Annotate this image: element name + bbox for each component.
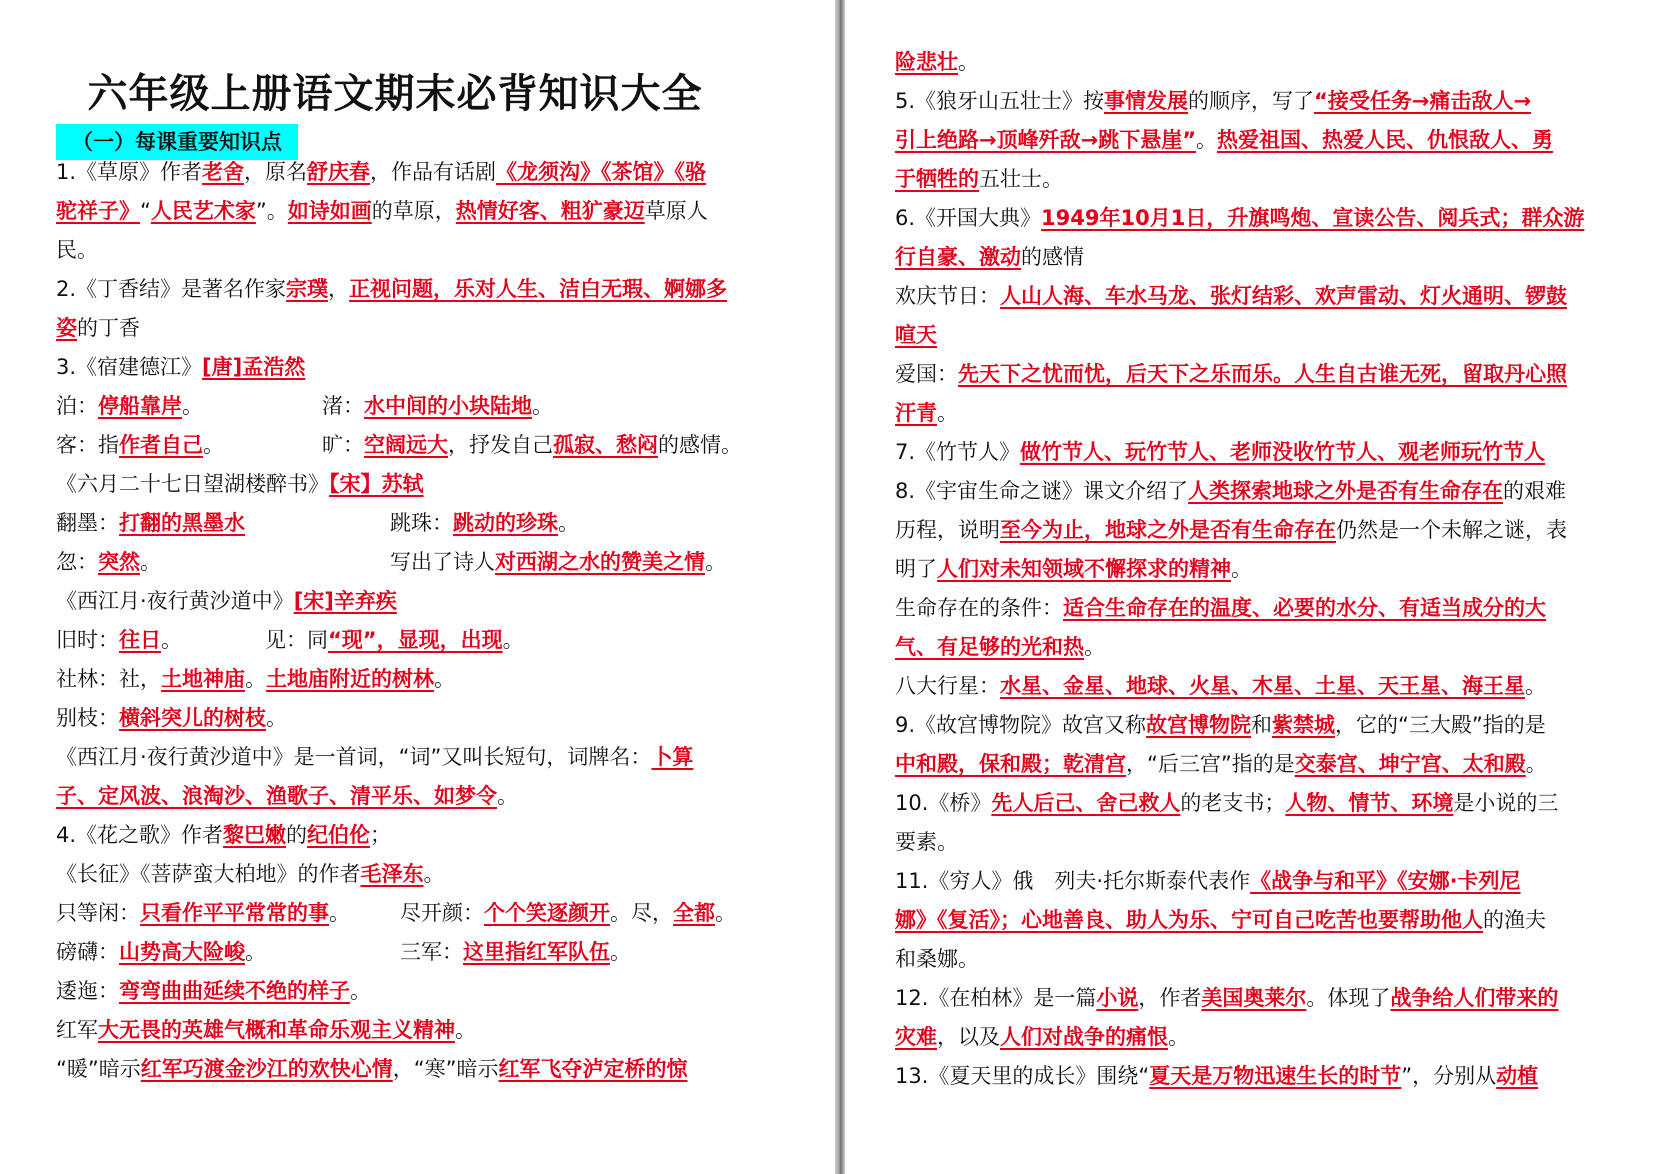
highlighted-answer: 人类探索地球之外是否有生命存在 <box>1188 479 1504 503</box>
body-text: 。体现了 <box>1306 986 1391 1010</box>
highlighted-answer: [唐]孟浩然 <box>202 355 306 379</box>
body-text: ，原名 <box>244 160 308 184</box>
highlighted-answer: 人民艺术家 <box>150 199 256 223</box>
body-text: 1.《草原》作者 <box>56 160 203 184</box>
body-text: 。 <box>140 550 161 574</box>
text-line <box>895 242 1084 272</box>
text-line <box>400 937 631 967</box>
body-text: 泊： <box>56 394 98 418</box>
text-line <box>895 437 1545 467</box>
highlighted-answer: 空阔远大 <box>364 433 448 457</box>
highlighted-answer: 宗璞 <box>286 277 329 301</box>
body-text: ， <box>328 277 350 301</box>
body-text: 渚： <box>322 394 364 418</box>
body-text: ，以及 <box>937 1025 1000 1049</box>
body-text: 历程，说明 <box>895 518 1000 542</box>
body-text: 民。 <box>56 238 98 262</box>
text-line <box>895 554 1252 584</box>
body-text: 见：同 <box>265 628 328 652</box>
highlighted-answer: 只看作平平常常的事 <box>140 901 329 925</box>
highlighted-answer: 正视问题，乐对人生、洁白无瑕、婀娜多 <box>349 277 728 301</box>
body-text: 。 <box>532 394 553 418</box>
highlighted-answer: 事情发展 <box>1104 89 1189 113</box>
body-text: 。 <box>329 901 350 925</box>
highlighted-answer: “接受任务→痛击敌人→ <box>1314 89 1532 113</box>
highlighted-answer: 娜》《复活》；心地善良、助人为乐、宁可自己吃苦也要帮助他人 <box>895 908 1483 932</box>
body-text: ，作者 <box>1138 986 1202 1010</box>
body-text: 。 <box>203 433 224 457</box>
body-text: 《长征》《菩萨蛮大柏地》的作者 <box>56 862 361 886</box>
highlighted-answer: 弯弯曲曲延续不绝的样子 <box>119 979 350 1003</box>
highlighted-answer: 美国奥莱尔 <box>1201 986 1307 1010</box>
text-line <box>895 47 979 77</box>
highlighted-answer: 小说 <box>1096 986 1139 1010</box>
body-text: 。 <box>715 901 736 925</box>
highlighted-answer: 姿 <box>56 316 77 340</box>
text-line <box>56 625 182 655</box>
body-text: “ <box>140 199 151 223</box>
document-page-right <box>845 0 1664 1174</box>
body-text: 。 <box>1084 635 1105 659</box>
highlighted-answer: 紫禁城 <box>1272 713 1336 737</box>
highlighted-answer: 故宫博物院 <box>1146 713 1252 737</box>
body-text: “暖”暗示 <box>56 1057 141 1081</box>
body-text: 。 <box>266 706 287 730</box>
highlighted-answer: 停船靠岸 <box>98 394 182 418</box>
text-line <box>56 1054 688 1084</box>
body-text: ，作品有话剧 <box>370 160 497 184</box>
text-line <box>895 632 1105 662</box>
body-text: 。 <box>497 784 518 808</box>
text-line <box>56 235 98 265</box>
body-text: ，“后三宫”指的是 <box>1126 752 1295 776</box>
body-text: 《六月二十七日望湖楼醉书》 <box>56 472 329 496</box>
body-text: 和 <box>1251 713 1273 737</box>
highlighted-answer: 引上绝路→顶峰歼敌→跳下悬崖” <box>895 128 1196 152</box>
text-line <box>265 625 524 655</box>
body-text: 爱国： <box>895 362 958 386</box>
highlighted-answer: 气、有足够的光和热 <box>895 635 1084 659</box>
highlighted-answer: 适合生命存在的温度、必要的水分、有适当成分的大 <box>1063 596 1546 620</box>
text-line <box>322 430 742 460</box>
text-line <box>56 313 140 343</box>
highlighted-answer: 至今为止，地球之外是否有生命存在 <box>1000 518 1336 542</box>
highlighted-answer: 1949年10月1日，升旗鸣炮、宣读公告、阅兵式；群众游 <box>1041 206 1585 230</box>
body-text: 三军： <box>400 940 463 964</box>
text-line <box>56 703 287 733</box>
highlighted-answer: 于牺牲的 <box>895 167 979 191</box>
body-text: 。 <box>455 1018 476 1042</box>
body-text: 跳珠： <box>390 511 453 535</box>
highlighted-answer: [宋]辛弃疾 <box>293 589 397 613</box>
text-line <box>895 476 1566 506</box>
highlighted-answer: 孤寂、愁闷 <box>553 433 658 457</box>
body-text: 客：指 <box>56 433 119 457</box>
highlighted-answer: 《战争与和平》《安娜·卡列尼 <box>1250 869 1521 893</box>
highlighted-answer: 突然 <box>98 550 140 574</box>
text-line <box>56 664 455 694</box>
body-text: 社林：社， <box>56 667 161 691</box>
highlighted-answer: 【宋】苏轼 <box>329 472 424 496</box>
text-line <box>56 781 518 811</box>
highlighted-answer: 卜算 <box>651 745 694 769</box>
highlighted-answer: 个个笑逐颜开 <box>484 901 610 925</box>
text-line <box>56 586 397 616</box>
highlighted-answer: 打翻的黑墨水 <box>119 511 245 535</box>
body-text: 。 <box>423 862 445 886</box>
text-line <box>390 547 726 577</box>
body-text: 10.《桥》 <box>895 791 992 815</box>
body-text: 《西江月·夜行黄沙道中》 <box>56 589 294 613</box>
body-text: 明了 <box>895 557 937 581</box>
highlighted-answer: 交泰宫、坤宁宫、太和殿 <box>1294 752 1526 776</box>
highlighted-answer: 毛泽东 <box>360 862 424 886</box>
body-text: 红军 <box>56 1018 98 1042</box>
text-line <box>895 983 1558 1013</box>
body-text: 。 <box>1231 557 1252 581</box>
body-text: 3.《宿建德江》 <box>56 355 203 379</box>
text-line <box>895 1022 1189 1052</box>
text-line <box>56 157 706 187</box>
text-line <box>895 788 1558 818</box>
highlighted-answer: 舒庆春 <box>307 160 371 184</box>
text-line <box>56 937 266 967</box>
body-text: 。 <box>937 401 958 425</box>
text-line <box>322 391 553 421</box>
body-text: 4.《花之歌》作者 <box>56 823 224 847</box>
text-line <box>56 391 203 421</box>
body-text: 翻墨： <box>56 511 119 535</box>
highlighted-answer: 动植 <box>1496 1064 1539 1088</box>
text-line <box>895 905 1546 935</box>
highlighted-answer: 老舍 <box>202 160 245 184</box>
text-line <box>56 430 224 460</box>
highlighted-answer: 对西湖之水的赞美之情 <box>495 550 705 574</box>
body-text: 五壮士。 <box>979 167 1063 191</box>
highlighted-answer: 全都 <box>673 901 715 925</box>
text-line <box>895 164 1063 194</box>
highlighted-answer: 《龙须沟》《茶馆》《骆 <box>496 160 707 184</box>
highlighted-answer: 人们对未知领域不懈探求的精神 <box>937 557 1231 581</box>
text-line <box>895 866 1521 896</box>
highlighted-answer: 灾难 <box>895 1025 937 1049</box>
text-line <box>400 898 736 928</box>
body-text: 逶迤： <box>56 979 119 1003</box>
highlighted-answer: 人们对战争的痛恨 <box>1000 1025 1168 1049</box>
body-text: 要素。 <box>895 830 958 854</box>
highlighted-answer: 驼祥子》 <box>56 199 140 223</box>
page-gutter <box>835 0 845 1174</box>
text-line <box>56 1015 476 1045</box>
text-line <box>56 196 708 226</box>
body-text: 别枝： <box>56 706 119 730</box>
body-text: 欢庆节日： <box>895 284 1000 308</box>
text-line <box>390 508 579 538</box>
highlighted-answer: 黎巴嫩 <box>223 823 287 847</box>
body-text: 八大行星： <box>895 674 1000 698</box>
body-text: 磅礴： <box>56 940 119 964</box>
text-line <box>895 515 1567 545</box>
body-text: 。 <box>434 667 455 691</box>
text-line <box>56 547 161 577</box>
body-text: 。 <box>1525 674 1546 698</box>
text-line <box>895 749 1547 779</box>
body-text: ； <box>370 823 392 847</box>
body-text: 。 <box>958 50 979 74</box>
text-line <box>56 976 371 1006</box>
highlighted-answer: 行自豪、激动 <box>895 245 1021 269</box>
body-text: 仍然是一个未解之谜，表 <box>1336 518 1567 542</box>
highlighted-answer: 土地神庙 <box>161 667 245 691</box>
body-text: 的渔夫 <box>1483 908 1546 932</box>
body-text: 。 <box>245 940 266 964</box>
document-title: 六年级上册语文期末必背知识大全 <box>87 71 703 117</box>
body-text: 的丁香 <box>77 316 140 340</box>
highlighted-answer: 水中间的小块陆地 <box>364 394 532 418</box>
highlighted-answer: 汗青 <box>895 401 937 425</box>
body-text: 13.《夏天里的成长》围绕“ <box>895 1064 1150 1088</box>
highlighted-answer: 战争给人们带来的 <box>1390 986 1559 1010</box>
text-line <box>56 742 693 772</box>
highlighted-answer: 水星、金星、地球、火星、木星、土星、天王星、海王星 <box>1000 674 1525 698</box>
body-text: 8.《宇宙生命之谜》课文介绍了 <box>895 479 1189 503</box>
highlighted-answer: 作者自己 <box>119 433 203 457</box>
text-line <box>895 827 958 857</box>
text-line <box>895 1061 1538 1091</box>
body-text: 。 <box>182 394 203 418</box>
body-text: 。 <box>350 979 371 1003</box>
text-line <box>895 944 979 974</box>
body-text: ，“寒”暗示 <box>392 1057 499 1081</box>
body-text: 忽： <box>56 550 98 574</box>
highlighted-answer: 如诗如画 <box>287 199 372 223</box>
highlighted-answer: 横斜突儿的树枝 <box>119 706 266 730</box>
body-text: 。 <box>610 940 631 964</box>
highlighted-answer: 先天下之忧而忧，后天下之乐而乐。人生自古谁无死，留取丹心照 <box>958 362 1567 386</box>
body-text: 《西江月·夜行黄沙道中》是一首词，“词”又叫长短句，词牌名： <box>56 745 652 769</box>
highlighted-answer: 山势高大险峻 <box>119 940 245 964</box>
text-line <box>895 125 1553 155</box>
body-text: 7.《竹节人》 <box>895 440 1021 464</box>
body-text: 写出了诗人 <box>390 550 495 574</box>
text-line <box>895 671 1546 701</box>
highlighted-answer: 险悲壮 <box>895 50 958 74</box>
body-text: 11.《穷人》俄 列夫·托尔斯泰代表作 <box>895 869 1251 893</box>
text-line <box>895 593 1546 623</box>
body-text: 。 <box>558 511 579 535</box>
body-text: 的草原， <box>371 199 456 223</box>
highlighted-answer: 往日 <box>119 628 161 652</box>
text-line <box>895 281 1567 311</box>
highlighted-answer: 跳动的珍珠 <box>453 511 558 535</box>
body-text: 是小说的三 <box>1453 791 1559 815</box>
text-line <box>56 469 424 499</box>
body-text: 的艰难 <box>1503 479 1567 503</box>
highlighted-answer: 红军飞夺泸定桥的惊 <box>498 1057 688 1081</box>
highlighted-answer: 纪伯伦 <box>307 823 371 847</box>
body-text: 。 <box>705 550 726 574</box>
body-text: 的老支书； <box>1180 791 1286 815</box>
body-text: 。 <box>245 667 266 691</box>
text-line <box>895 359 1567 389</box>
body-text: 6.《开国大典》 <box>895 206 1042 230</box>
text-line <box>895 203 1584 233</box>
highlighted-answer: 这里指红军队伍 <box>463 940 610 964</box>
body-text: 和桑娜。 <box>895 947 979 971</box>
body-text: 尽开颜： <box>400 901 484 925</box>
text-line <box>895 320 937 350</box>
highlighted-answer: 先人后己、舍己救人 <box>991 791 1181 815</box>
highlighted-answer: 子、定风波、浪淘沙、渔歌子、清平乐、如梦令 <box>56 784 497 808</box>
highlighted-answer: 热爱祖国、热爱人民、仇恨敌人、勇 <box>1217 128 1553 152</box>
body-text: 5.《狼牙山五壮士》按 <box>895 89 1105 113</box>
text-line <box>895 86 1531 116</box>
text-line <box>56 859 445 889</box>
body-text: 。 <box>502 628 524 652</box>
section-label: （一）每课重要知识点 <box>56 124 298 160</box>
text-line <box>56 898 350 928</box>
body-text: 草原人 <box>644 199 708 223</box>
highlighted-answer: 喧天 <box>895 323 937 347</box>
body-text: 旷： <box>322 433 364 457</box>
body-text: 。 <box>161 628 182 652</box>
highlighted-answer: 红军巧渡金沙江的欢快心情 <box>140 1057 393 1081</box>
text-line <box>895 710 1546 740</box>
body-text: ，它的“三大殿”指的是 <box>1335 713 1546 737</box>
text-line <box>895 398 958 428</box>
body-text: 的顺序，写了 <box>1188 89 1315 113</box>
highlighted-answer: 中和殿，保和殿；乾清宫 <box>895 752 1126 776</box>
text-line <box>56 274 727 304</box>
body-text: 的 <box>286 823 308 847</box>
highlighted-answer: 大无畏的英雄气概和革命乐观主义精神 <box>98 1018 455 1042</box>
body-text: 12.《在柏林》是一篇 <box>895 986 1097 1010</box>
body-text: 旧时： <box>56 628 119 652</box>
body-text: ”。 <box>255 199 288 223</box>
highlighted-answer: 人山人海、车水马龙、张灯结彩、欢声雷动、灯火通明、锣鼓 <box>1000 284 1567 308</box>
highlighted-answer: 夏天是万物迅速生长的时节 <box>1149 1064 1402 1088</box>
highlighted-answer: “现”，显现，出现 <box>328 628 503 652</box>
body-text: 。 <box>1525 752 1547 776</box>
text-line <box>56 352 305 382</box>
body-text: 2.《丁香结》是著名作家 <box>56 277 287 301</box>
body-text: ，抒发自己 <box>448 433 553 457</box>
body-text: 。 <box>1196 128 1217 152</box>
highlighted-answer: 做竹节人、玩竹节人、老师没收竹节人、观老师玩竹节人 <box>1020 440 1546 464</box>
highlighted-answer: 热情好客、粗犷豪迈 <box>455 199 645 223</box>
body-text: 9.《故宫博物院》故宫又称 <box>895 713 1147 737</box>
text-line <box>56 508 245 538</box>
body-text: 的感情。 <box>658 433 742 457</box>
body-text: 生命存在的条件： <box>895 596 1063 620</box>
text-line <box>56 820 391 850</box>
body-text: 。尽， <box>610 901 673 925</box>
body-text: 只等闲： <box>56 901 140 925</box>
body-text: 。 <box>1168 1025 1189 1049</box>
body-text: ”，分别从 <box>1401 1064 1497 1088</box>
body-text: 的感情 <box>1021 245 1084 269</box>
highlighted-answer: 土地庙附近的树林 <box>266 667 434 691</box>
highlighted-answer: 人物、情节、环境 <box>1285 791 1454 815</box>
